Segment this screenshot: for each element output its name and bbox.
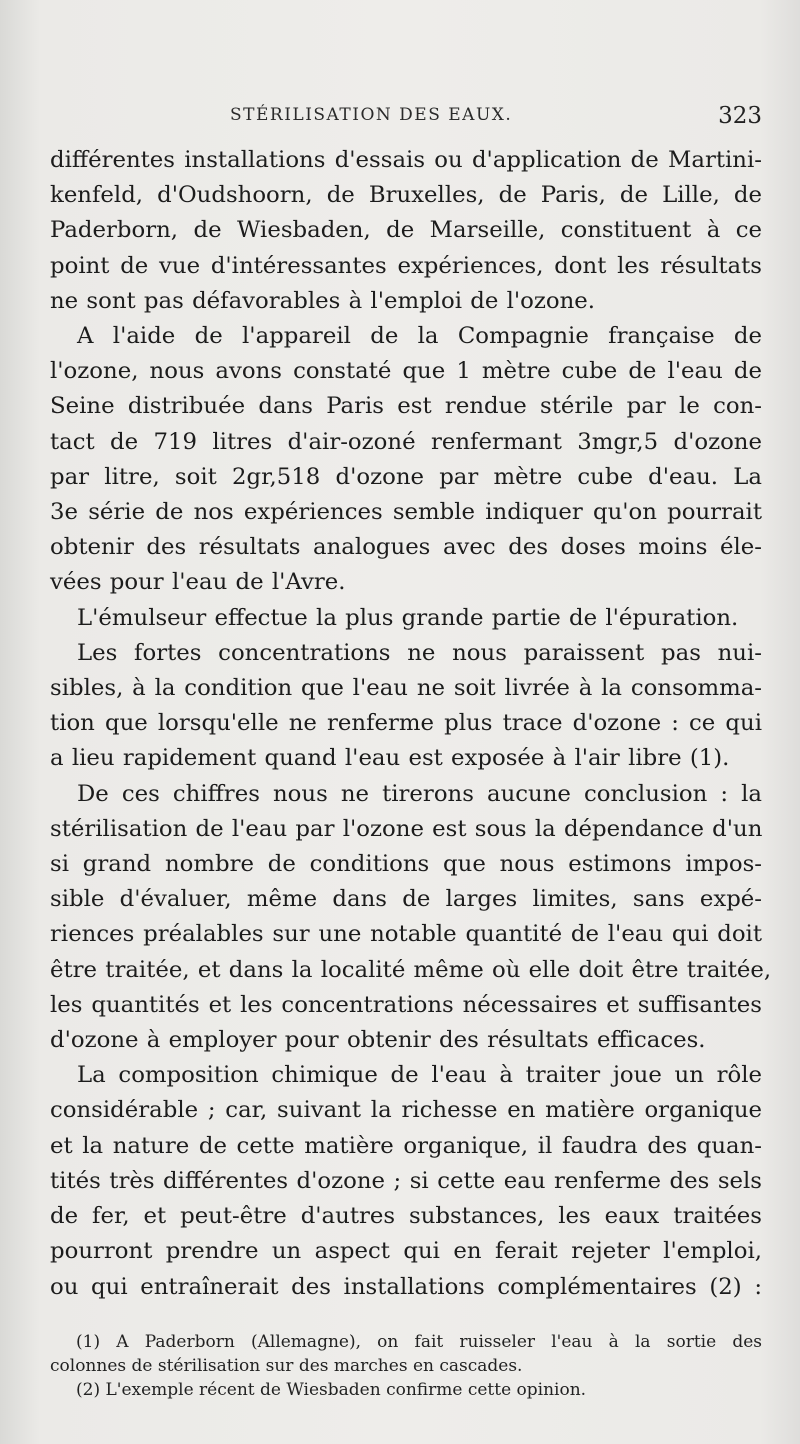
text-line: De ces chiffres nous ne tirerons aucune conclusion : la xyxy=(77,780,762,807)
page-number: 323 xyxy=(718,103,762,129)
text-line: l'ozone, nous avons constaté que 1 mètre cube de l'eau de xyxy=(50,358,762,385)
text-line: différentes installations d'essais ou d'application de Martini- xyxy=(50,147,762,173)
text-line: les quantités et les concentrations nécessaires et suffisantes xyxy=(50,991,762,1018)
text-line: point de vue d'intéressantes expériences, dont les résultats xyxy=(50,252,762,279)
text-line: tact de 719 litres d'air-ozoné renfermant 3mgr,5 d'ozone xyxy=(50,428,762,455)
text-line: L'émulseur effectue la plus grande partie de l'épuration. xyxy=(77,604,739,631)
text-line: Paderborn, de Wiesbaden, de Marseille, constituent à ce xyxy=(50,217,762,244)
text-line: pourront prendre un aspect qui en ferait rejeter l'emploi, xyxy=(50,1238,762,1265)
text-line: tités très différentes d'ozone ; si cette eau renferme des sels xyxy=(50,1167,762,1194)
text-line: être traitée, et dans la localité même où elle doit être traitée, xyxy=(50,956,772,983)
text-line: riences préalables sur une notable quantité de l'eau qui doit xyxy=(50,921,762,948)
text-line: obtenir des résultats analogues avec des doses moins éle- xyxy=(50,534,762,561)
text-line: a lieu rapidement quand l'eau est exposée à l'air libre (1). xyxy=(50,745,730,772)
footnote-line: (2) L'exemple récent de Wiesbaden confirme cette opinion. xyxy=(76,1380,587,1400)
text-line: par litre, soit 2gr,518 d'ozone par mètre cube d'eau. La xyxy=(50,463,762,490)
text-line: kenfeld, d'Oudshoorn, de Bruxelles, de Paris, de Lille, de xyxy=(50,182,762,209)
text-line: si grand nombre de conditions que nous estimons impos- xyxy=(50,851,762,878)
footnote-line: (1) A Paderborn (Allemagne), on fait ruisseler l'eau à la sortie des xyxy=(76,1332,762,1352)
page-header xyxy=(50,100,762,140)
text-line: sible d'évaluer, même dans de larges limites, sans expé- xyxy=(50,886,762,913)
text-line: de fer, et peut-être d'autres substances, les eaux traitées xyxy=(50,1203,762,1230)
text-line: La composition chimique de l'eau à traiter joue un rôle xyxy=(77,1062,762,1089)
text-line: vées pour l'eau de l'Avre. xyxy=(50,569,346,596)
text-line: tion que lorsqu'elle ne renferme plus trace d'ozone : ce qui xyxy=(50,710,762,737)
text-line: A l'aide de l'appareil de la Compagnie française de xyxy=(77,323,762,350)
body-text xyxy=(50,143,772,1305)
text-line: ou qui entraînerait des installations complémentaires (2) : xyxy=(50,1273,762,1300)
text-line: 3e série de nos expériences semble indiquer qu'on pourrait xyxy=(50,499,762,526)
text-line: stérilisation de l'eau par l'ozone est sous la dépendance d'un xyxy=(50,815,763,842)
text-line: ne sont pas défavorables à l'emploi de l'ozone. xyxy=(50,287,596,314)
text-line: d'ozone à employer pour obtenir des résultats efficaces. xyxy=(50,1027,706,1054)
footnotes xyxy=(50,1330,762,1402)
text-line: considérable ; car, suivant la richesse en matière organique xyxy=(50,1097,762,1124)
text-line: Seine distribuée dans Paris est rendue stérile par le con- xyxy=(50,393,762,420)
text-line: sibles, à la condition que l'eau ne soit livrée à la consomma- xyxy=(50,675,762,702)
text-line: Les fortes concentrations ne nous paraissent pas nui- xyxy=(77,639,762,666)
footnote-line: colonnes de stérilisation sur des marches en cascades. xyxy=(50,1356,523,1376)
running-title: STÉRILISATION DES EAUX. xyxy=(230,105,513,125)
text-line: et la nature de cette matière organique, il faudra des quan- xyxy=(50,1132,762,1159)
